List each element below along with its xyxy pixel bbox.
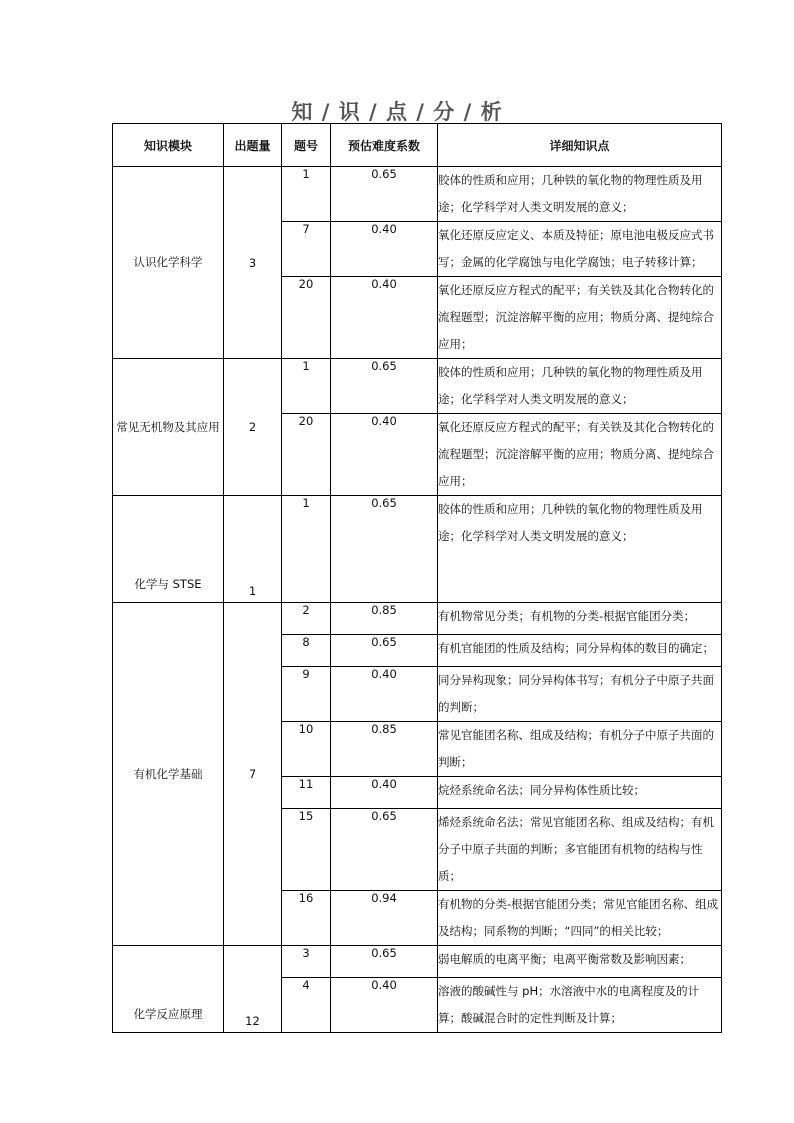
knowledge-detail: 烯烃系统命名法；常见官能团名称、组成及结构；有机分子中原子共面的判断；多官能团有机物的结构与性质； <box>438 809 722 891</box>
knowledge-detail: 溶液的酸碱性与 pH；水溶液中水的电离程度及的计算；酸碱混合时的定性判断及计算； <box>438 978 722 1033</box>
module-name: 常见无机物及其应用 <box>113 359 224 496</box>
question-number: 11 <box>282 777 331 809</box>
question-number: 4 <box>282 978 331 1033</box>
table-row <box>113 946 722 978</box>
difficulty-value: 0.40 <box>331 777 438 809</box>
difficulty-value: 0.65 <box>331 496 438 603</box>
module-name: 认识化学科学 <box>113 167 224 359</box>
question-count: 1 <box>224 496 282 603</box>
difficulty-value: 0.85 <box>331 603 438 635</box>
knowledge-table <box>112 123 722 1033</box>
question-number: 1 <box>282 496 331 603</box>
question-count: 3 <box>224 167 282 359</box>
knowledge-detail: 有机物的分类-根据官能团分类；常见官能团名称、组成及结构；同系物的判断；“四同”的相关比较； <box>438 891 722 946</box>
knowledge-detail: 有机官能团的性质及结构；同分异构体的数目的确定； <box>438 635 722 667</box>
difficulty-value: 0.40 <box>331 414 438 496</box>
question-number: 20 <box>282 414 331 496</box>
difficulty-value: 0.40 <box>331 978 438 1033</box>
module-name: 有机化学基础 <box>113 603 224 946</box>
question-number: 9 <box>282 667 331 722</box>
difficulty-value: 0.40 <box>331 667 438 722</box>
question-number: 16 <box>282 891 331 946</box>
difficulty-value: 0.65 <box>331 167 438 222</box>
module-name: 化学与 STSE <box>113 496 224 603</box>
difficulty-value: 0.40 <box>331 222 438 277</box>
table-row <box>113 603 722 635</box>
question-number: 7 <box>282 222 331 277</box>
difficulty-value: 0.65 <box>331 946 438 978</box>
knowledge-detail: 弱电解质的电离平衡；电离平衡常数及影响因素； <box>438 946 722 978</box>
header-row <box>113 124 722 167</box>
question-count: 7 <box>224 603 282 946</box>
difficulty-value: 0.65 <box>331 809 438 891</box>
knowledge-detail: 胶体的性质和应用；几种铁的氧化物的物理性质及用途；化学科学对人类文明发展的意义； <box>438 359 722 414</box>
knowledge-detail: 氧化还原反应定义、本质及特征；原电池电极反应式书写；金属的化学腐蚀与电化学腐蚀；电子转移计算； <box>438 222 722 277</box>
page-title: 知 / 识 / 点 / 分 / 析 <box>291 100 503 124</box>
knowledge-detail: 氧化还原反应方程式的配平；有关铁及其化合物转化的流程题型；沉淀溶解平衡的应用；物质分离、提纯综合应用； <box>438 277 722 359</box>
knowledge-detail: 氧化还原反应方程式的配平；有关铁及其化合物转化的流程题型；沉淀溶解平衡的应用；物质分离、提纯综合应用； <box>438 414 722 496</box>
difficulty-value: 0.65 <box>331 359 438 414</box>
knowledge-detail: 胶体的性质和应用；几种铁的氧化物的物理性质及用途；化学科学对人类文明发展的意义； <box>438 496 722 603</box>
knowledge-detail: 同分异构现象；同分异构体书写；有机分子中原子共面的判断； <box>438 667 722 722</box>
question-count: 12 <box>224 946 282 1033</box>
question-number: 2 <box>282 603 331 635</box>
question-number: 1 <box>282 359 331 414</box>
difficulty-value: 0.40 <box>331 277 438 359</box>
table-row <box>113 359 722 414</box>
question-number: 20 <box>282 277 331 359</box>
difficulty-value: 0.85 <box>331 722 438 777</box>
header-difficulty: 预估难度系数 <box>331 124 438 167</box>
table-row <box>113 167 722 222</box>
module-name: 化学反应原理 <box>113 946 224 1033</box>
header-module: 知识模块 <box>113 124 224 167</box>
question-number: 15 <box>282 809 331 891</box>
header-count: 出题量 <box>224 124 282 167</box>
knowledge-detail: 烷烃系统命名法；同分异构体性质比较； <box>438 777 722 809</box>
table-row <box>113 496 722 603</box>
knowledge-detail: 常见官能团名称、组成及结构；有机分子中原子共面的判断； <box>438 722 722 777</box>
question-number: 1 <box>282 167 331 222</box>
header-detail: 详细知识点 <box>438 124 722 167</box>
difficulty-value: 0.94 <box>331 891 438 946</box>
header-question-number: 题号 <box>282 124 331 167</box>
knowledge-detail: 胶体的性质和应用；几种铁的氧化物的物理性质及用途；化学科学对人类文明发展的意义； <box>438 167 722 222</box>
knowledge-detail: 有机物常见分类；有机物的分类-根据官能团分类； <box>438 603 722 635</box>
question-number: 8 <box>282 635 331 667</box>
question-number: 10 <box>282 722 331 777</box>
question-number: 3 <box>282 946 331 978</box>
difficulty-value: 0.65 <box>331 635 438 667</box>
question-count: 2 <box>224 359 282 496</box>
